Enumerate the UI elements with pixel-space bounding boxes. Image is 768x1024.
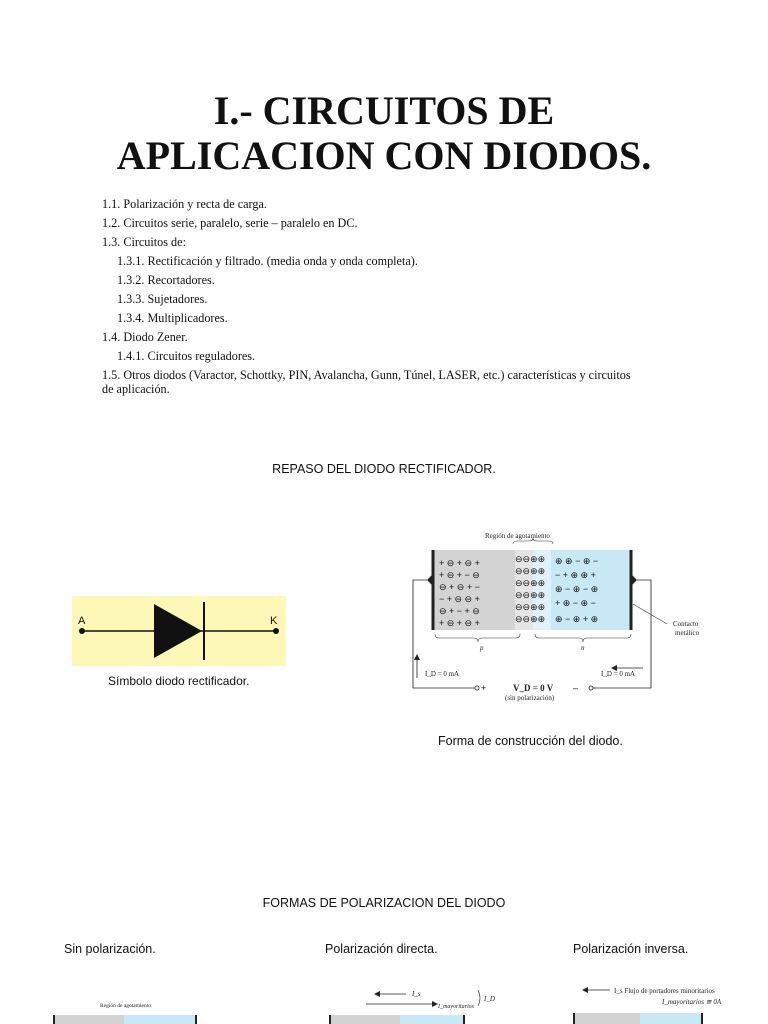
svg-text:+ ⊕ − ⊕ −: + ⊕ − ⊕ − [555, 598, 596, 608]
svg-text:⊖⊖⊕⊕: ⊖⊖⊕⊕ [515, 614, 546, 624]
svg-text:⊕ − ⊕ − ⊕: ⊕ − ⊕ − ⊕ [555, 584, 599, 594]
svg-text:I_s Flujo de portadores minori: I_s Flujo de portadores minoritarios [614, 987, 715, 995]
construction-caption: Forma de construcción del diodo. [438, 734, 623, 748]
toc-item: 1.3.3. Sujetadores. [117, 292, 208, 306]
toc-item: 1.3.1. Rectificación y filtrado. (media onda y onda completa). [117, 254, 418, 268]
svg-text:⊖⊖⊕⊕: ⊖⊖⊕⊕ [515, 590, 546, 600]
diode-symbol-panel [72, 596, 286, 666]
toc-item: 1.4. Diodo Zener. [102, 330, 188, 344]
toc-item: 1.4.1. Circuitos reguladores. [117, 349, 256, 363]
reverse-bias-label: Polarización inversa. [573, 942, 689, 956]
svg-text:⊖ + − + ⊖: ⊖ + − + ⊖ [439, 606, 480, 616]
diode-symbol-icon [72, 596, 286, 666]
vd-label: V_D = 0 V [513, 683, 554, 693]
svg-text:I_mayoritarios: I_mayoritarios [438, 1004, 474, 1010]
section-heading-bias: FORMAS DE POLARIZACION DEL DIODO [262, 896, 506, 910]
contact-label-1: Contacto [673, 620, 699, 628]
diode-construction-diagram [405, 528, 715, 708]
contact-label-2: metálico [675, 629, 700, 637]
svg-text:⊕ − ⊕ + ⊕: ⊕ − ⊕ + ⊕ [555, 614, 599, 624]
page-title [0, 88, 768, 178]
title-line-1: I.- CIRCUITOS DE [213, 88, 555, 133]
svg-text:⊖⊖⊕⊕: ⊖⊖⊕⊕ [515, 602, 546, 612]
p-label: p [480, 644, 484, 652]
toc-item: 1.3.4. Multiplicadores. [117, 311, 228, 325]
depletion-label: Región de agotamiento [485, 532, 550, 540]
toc-item: de aplicación. [102, 382, 170, 396]
cathode-label: K [270, 615, 278, 627]
toc-item: 1.5. Otros diodos (Varactor, Schottky, PIN, Avalancha, Gunn, Túnel, LASER, etc.) características y circuitos [102, 368, 631, 382]
svg-text:⊖ + ⊖ + −: ⊖ + ⊖ + − [439, 582, 480, 592]
section-heading-review: REPASO DEL DIODO RECTIFICADOR. [272, 462, 496, 476]
toc-item: 1.3.2. Recortadores. [117, 273, 215, 287]
svg-text:⊖⊖⊕⊕: ⊖⊖⊕⊕ [515, 578, 546, 588]
toc-item: 1.2. Circuitos serie, paralelo, serie – paralelo en DC. [102, 216, 358, 230]
svg-text:⊖⊖⊕⊕: ⊖⊖⊕⊕ [515, 566, 546, 576]
forward-bias-label: Polarización directa. [325, 942, 438, 956]
reverse-bias-figure [570, 984, 745, 1024]
svg-text:⊕ ⊕ − ⊕ −: ⊕ ⊕ − ⊕ − [555, 556, 599, 566]
svg-text:I_D: I_D [484, 995, 495, 1003]
svg-text:− + ⊖ ⊖ +: − + ⊖ ⊖ + [439, 594, 480, 604]
svg-text:⊖⊖⊕⊕: ⊖⊖⊕⊕ [515, 554, 546, 564]
id-right-label: I_D = 0 mA [601, 670, 636, 678]
toc-item: 1.3. Circuitos de: [102, 235, 186, 249]
symbol-caption: Símbolo diodo rectificador. [108, 674, 250, 688]
svg-text:+ ⊖ + − ⊖: + ⊖ + − ⊖ [439, 570, 480, 580]
toc-item: 1.1. Polarización y recta de carga. [102, 197, 267, 211]
vd-sub-label: (sin polarización) [505, 694, 555, 702]
plus-terminal: + [481, 683, 487, 693]
svg-text:+ ⊖ + ⊖ +: + ⊖ + ⊖ + [439, 558, 480, 568]
id-left-label: I_D = 0 mA [425, 670, 460, 678]
title-line-2: APLICACION CON DIODOS. [116, 133, 652, 178]
no-bias-figure [50, 998, 200, 1024]
svg-text:+ ⊖ + ⊖ +: + ⊖ + ⊖ + [439, 618, 480, 628]
svg-text:I_s: I_s [412, 990, 421, 998]
svg-text:− + ⊕ ⊕ +: − + ⊕ ⊕ + [555, 570, 596, 580]
forward-bias-figure [326, 984, 496, 1024]
no-bias-label: Sin polarización. [64, 942, 156, 956]
svg-text:I_mayoritarios ≅ 0A: I_mayoritarios ≅ 0A [662, 998, 722, 1006]
anode-label: A [78, 615, 86, 627]
n-label: n [581, 644, 585, 652]
minus-terminal: – [573, 683, 579, 693]
svg-text:Región de agotamiento: Región de agotamiento [100, 1003, 152, 1009]
